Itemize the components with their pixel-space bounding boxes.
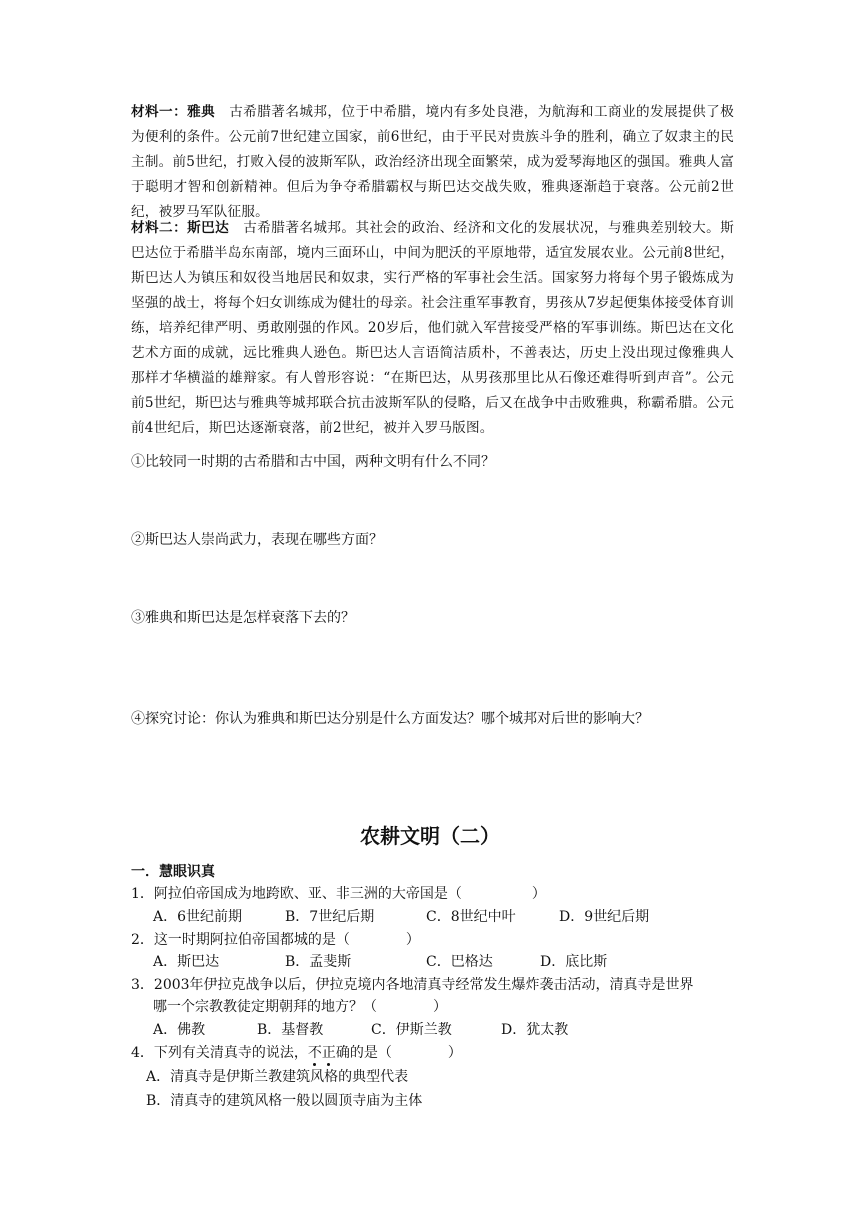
option-b: B．孟斐斯	[285, 954, 352, 970]
item-4-option-b: B．清真寺的建筑风格一般以圆顶寺庙为主体	[146, 1093, 423, 1109]
material-athens	[131, 100, 734, 225]
question-1: ①比较同一时期的古希腊和古中国，两种文明有什么不同？	[131, 454, 495, 470]
option-a: A．6世纪前期	[153, 909, 243, 925]
emphasis-not: 不	[307, 1045, 322, 1061]
question-2: ②斯巴达人崇尚武力，表现在哪些方面？	[131, 532, 383, 548]
option-d: D．9世纪后期	[559, 909, 650, 925]
item-1-options	[153, 906, 649, 926]
section-heading: 一．慧眼识真	[131, 864, 215, 880]
item-2-stem: 2．这一时期阿拉伯帝国都城的是（ ）	[131, 932, 420, 948]
item-3-stem-line2: 哪一个宗教教徒定期朝拜的地方？（ ）	[153, 999, 447, 1015]
option-d: D．底比斯	[540, 954, 608, 970]
option-a: A．佛教	[153, 1022, 206, 1038]
material-athens-heading: 材料一：雅典	[131, 104, 216, 120]
emphasis-correct: 正	[321, 1045, 336, 1061]
material-sparta-text: 古希腊著名城邦。其社会的政治、经济和文化的发展状况，与雅典差别较大。斯巴达位于希腊半岛东南部，境内三面环山，中间为肥沃的平原地带，适宜发展农业。公元前8世纪，斯巴达人为镇压和奴役当地居民和奴隶，实行严格的军事社会生活。国家努力将每个男子锻炼成为坚强的战士，将每个妇女训练成为健壮的母亲。社会注重军事教育，男孩从7岁起便集体接受体育训练，培养纪律严明、勇敢刚强的作风。20岁后，他们就入军营接受严格的军事训练。斯巴达在文化艺术方面的成就，远比雅典人逊色。斯巴达人言语简洁质朴，不善表达，历史上没出现过像雅典人那样才华横溢的雄辩家。有人曾形容说：“在斯巴达，从男孩那里比从石像还难得听到声音”。公元前5世纪，斯巴达与雅典等城邦联合抗击波斯军队的侵略，后又在战争中击败雅典，称霸希腊。公元前4世纪后，斯巴达逐渐衰落，前2世纪，被并入罗马版图。	[131, 220, 734, 436]
section-title: 农耕文明（二）	[360, 824, 500, 848]
item-3-options	[153, 1019, 568, 1039]
material-sparta-heading: 材料二：斯巴达	[131, 220, 230, 236]
material-athens-text: 古希腊著名城邦，位于中希腊，境内有多处良港，为航海和工商业的发展提供了极为便利的条件。公元前7世纪建立国家，前6世纪，由于平民对贵族斗争的胜利，确立了奴隶主的民主制。前5世纪，打败入侵的波斯军队，政治经济出现全面繁荣，成为爱琴海地区的强国。雅典人富于聪明才智和创新精神。但后为争夺希腊霸权与斯巴达交战失败，雅典逐渐趋于衰落。公元前2世纪，被罗马军队征服。	[131, 104, 734, 220]
option-c: C．巴格达	[426, 954, 493, 970]
item-2-options	[153, 951, 607, 971]
option-d: D．犹太教	[501, 1022, 569, 1038]
option-b: B．7世纪后期	[285, 909, 375, 925]
item-1-stem: 1．阿拉伯帝国成为地跨欧、亚、非三洲的大帝国是（ ）	[131, 886, 546, 902]
question-4: ④探究讨论：你认为雅典和斯巴达分别是什么方面发达？哪个城邦对后世的影响大？	[131, 711, 649, 727]
item-4-stem-start: 4．下列有关清真寺的说法，	[131, 1045, 308, 1061]
item-3-stem-line1: 3．2003年伊拉克战争以后，伊拉克境内各地清真寺经常发生爆炸袭击活动，清真寺是世界	[131, 977, 694, 993]
option-c: C．8世纪中叶	[426, 909, 516, 925]
option-a: A．斯巴达	[153, 954, 220, 970]
item-4-option-a: A．清真寺是伊斯兰教建筑风格的典型代表	[146, 1069, 409, 1085]
option-c: C．伊斯兰教	[371, 1022, 452, 1038]
item-4-stem-end: 确的是（ ）	[335, 1045, 462, 1061]
question-3: ③雅典和斯巴达是怎样衰落下去的？	[131, 610, 355, 626]
material-sparta	[131, 216, 734, 441]
item-4-stem	[131, 1042, 462, 1062]
option-b: B．基督教	[257, 1022, 324, 1038]
